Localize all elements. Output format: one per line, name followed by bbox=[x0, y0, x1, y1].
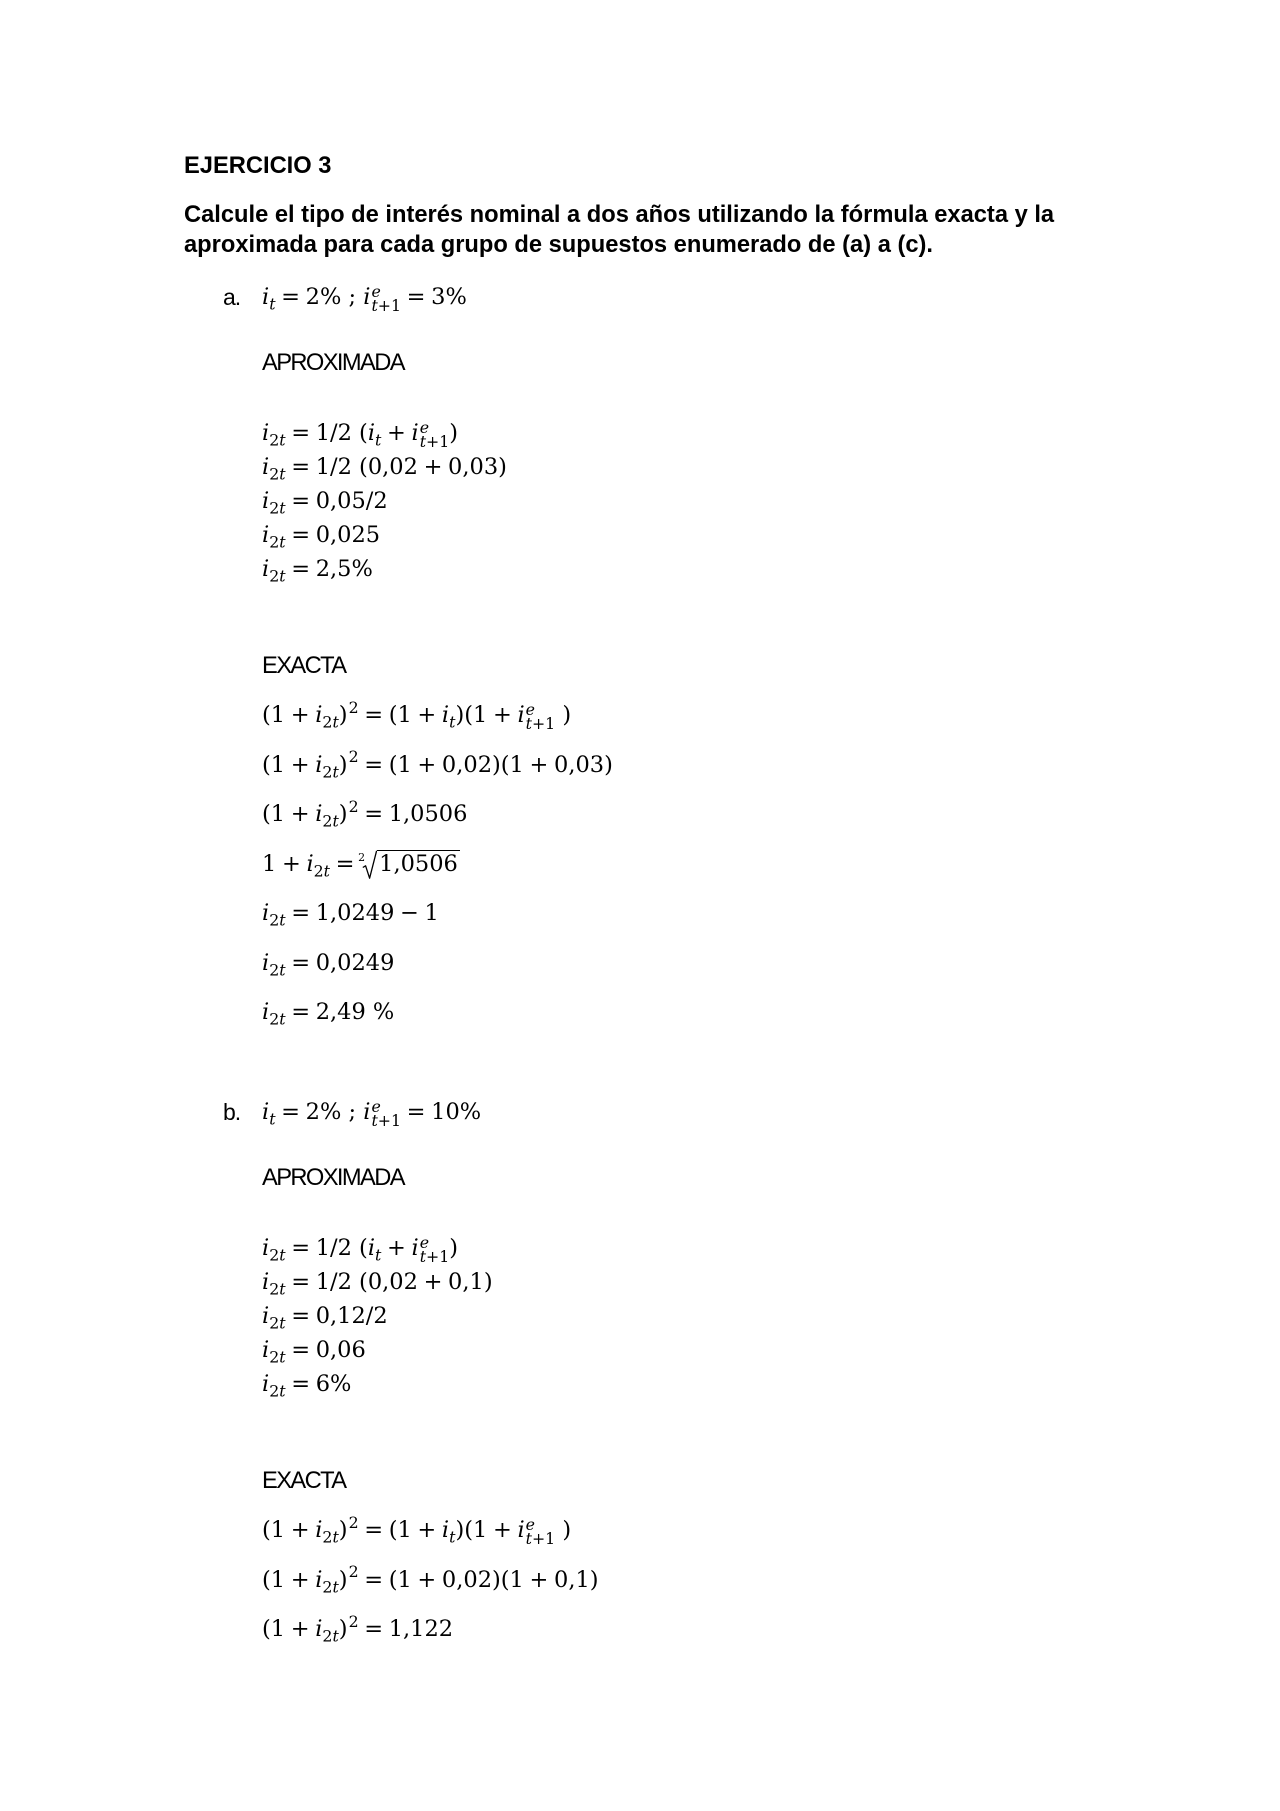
math-letter: t bbox=[279, 1381, 286, 1401]
method-section bbox=[262, 651, 1162, 1038]
method-section bbox=[262, 348, 1162, 586]
math-letter: t bbox=[332, 712, 339, 732]
math-text: (1 bbox=[388, 751, 412, 778]
math-text: 1,0249 bbox=[315, 900, 395, 926]
math-variable: i bbox=[262, 1235, 270, 1261]
math-letter: t bbox=[279, 910, 286, 930]
superscript: 2 bbox=[348, 1611, 359, 1631]
equation-line bbox=[262, 988, 1162, 1038]
math-text: 2,5% bbox=[315, 556, 373, 582]
math-variable: i bbox=[315, 1616, 323, 1642]
math-text: 1/2 (0,02 bbox=[315, 1269, 418, 1295]
sub-superscript bbox=[525, 1514, 556, 1549]
math-variable: i bbox=[262, 522, 270, 548]
math-text: 2,49 % bbox=[315, 999, 395, 1025]
section-title: EXACTA bbox=[262, 653, 346, 679]
radical-sign-icon bbox=[362, 850, 377, 880]
math-letter: t bbox=[279, 566, 286, 586]
math-variable: i bbox=[363, 284, 371, 310]
math-operator: + bbox=[423, 454, 443, 480]
math-letter: t bbox=[449, 712, 456, 732]
equation-line bbox=[262, 1367, 1162, 1401]
math-operator: = bbox=[291, 1235, 311, 1261]
equation-line bbox=[262, 939, 1162, 989]
math-text: 6% bbox=[315, 1371, 352, 1397]
math-text: 0,1) bbox=[554, 1566, 599, 1593]
math-text: 0,025 bbox=[315, 522, 381, 548]
math-text: 0,02)(1 bbox=[441, 751, 524, 778]
math-variable: i bbox=[367, 420, 376, 446]
math-letter: t bbox=[371, 1111, 378, 1131]
part-marker: a. bbox=[223, 284, 241, 310]
math-variable: i bbox=[441, 702, 450, 728]
equation-line bbox=[262, 1605, 1162, 1655]
math-operator: = bbox=[335, 850, 355, 877]
math-variable: i bbox=[315, 1517, 323, 1543]
math-text: 0,1) bbox=[448, 1269, 493, 1295]
math-operator: = bbox=[291, 999, 311, 1025]
math-letter: t bbox=[279, 1009, 286, 1029]
math-text: ) bbox=[338, 1566, 348, 1593]
math-variable: i bbox=[262, 949, 270, 976]
math-variable: i bbox=[262, 488, 270, 514]
math-letter: t bbox=[269, 1109, 276, 1129]
subscript: 2t bbox=[269, 1381, 286, 1401]
math-operator: + bbox=[492, 1517, 512, 1543]
math-text: ) bbox=[555, 702, 572, 728]
subscript: 2t bbox=[269, 1009, 286, 1029]
sub-superscript bbox=[419, 1232, 450, 1267]
math-letter: t bbox=[279, 430, 286, 450]
equation-list bbox=[262, 416, 1162, 586]
math-operator: = bbox=[291, 488, 311, 514]
math-letter: t bbox=[332, 1626, 339, 1646]
math-variable: i bbox=[411, 1235, 419, 1261]
math-text: 2% ; bbox=[305, 284, 364, 310]
math-text: 1,0506 bbox=[388, 801, 468, 827]
method-section bbox=[262, 1466, 1162, 1655]
math-text: )(1 bbox=[455, 1517, 488, 1543]
math-variable: i bbox=[262, 284, 270, 310]
math-operator: + bbox=[417, 1517, 437, 1543]
math-operator: + bbox=[529, 1566, 549, 1593]
math-operator: = bbox=[364, 702, 384, 728]
math-letter: t bbox=[332, 1577, 339, 1596]
given-assumptions bbox=[223, 280, 1162, 316]
section-title: EXACTA bbox=[262, 1468, 346, 1494]
exercise-part bbox=[223, 280, 1162, 1038]
math-text: ) bbox=[338, 801, 348, 827]
math-operator: + bbox=[290, 1517, 310, 1543]
math-operator: = bbox=[406, 284, 426, 310]
math-operator: = bbox=[291, 556, 311, 582]
math-text: 2% ; bbox=[305, 1099, 364, 1125]
math-text: ) bbox=[338, 751, 348, 778]
exercise-prompt bbox=[184, 200, 1054, 260]
math-variable: i bbox=[411, 420, 419, 446]
math-operator: + bbox=[281, 850, 301, 877]
subscript: 2t bbox=[322, 1626, 339, 1646]
math-letter: e bbox=[371, 281, 381, 301]
subscript bbox=[375, 1246, 381, 1265]
subscript: 2t bbox=[269, 464, 286, 484]
math-variable: i bbox=[315, 1566, 323, 1593]
equation-line bbox=[262, 840, 1162, 890]
math-operator: = bbox=[406, 1099, 426, 1125]
math-text: ) bbox=[338, 702, 348, 728]
math-text: (1 bbox=[388, 1566, 412, 1593]
math-letter: t bbox=[332, 762, 339, 781]
math-text: (1 bbox=[262, 1616, 286, 1642]
math-operator: + bbox=[417, 1566, 437, 1593]
math-operator: + bbox=[423, 1269, 443, 1295]
math-text: ) bbox=[338, 1517, 348, 1543]
math-variable: i bbox=[315, 801, 323, 827]
math-text: ) bbox=[338, 1616, 348, 1642]
math-letter: t bbox=[375, 430, 382, 450]
math-letter: e bbox=[371, 1096, 381, 1116]
subscript: 2t bbox=[269, 566, 286, 586]
subscript: t+1 bbox=[371, 1111, 402, 1131]
math-operator: + bbox=[529, 751, 549, 778]
math-operator: − bbox=[400, 900, 419, 926]
math-operator: + bbox=[387, 1235, 406, 1261]
math-variable: i bbox=[262, 1303, 270, 1329]
equation-list bbox=[262, 1231, 1162, 1401]
math-operator: + bbox=[290, 702, 310, 728]
math-letter: e bbox=[419, 1232, 430, 1252]
math-text: (1 bbox=[388, 1517, 412, 1543]
math-text: ) bbox=[555, 1517, 572, 1543]
math-letter: t bbox=[449, 1527, 456, 1547]
math-text: 0,12/2 bbox=[315, 1303, 388, 1329]
math-variable: i bbox=[262, 1099, 270, 1125]
math-variable: i bbox=[306, 850, 314, 877]
math-letter: e bbox=[419, 417, 430, 437]
exercise-part bbox=[223, 1095, 1162, 1655]
math-variable: i bbox=[262, 900, 270, 926]
superscript: 2 bbox=[348, 1512, 359, 1532]
equation-line bbox=[262, 1506, 1162, 1556]
math-letter: t bbox=[323, 861, 331, 880]
math-text: 10% bbox=[431, 1099, 482, 1125]
math-operator: = bbox=[291, 1337, 311, 1363]
math-operator: = bbox=[291, 420, 311, 446]
superscript: 2 bbox=[348, 747, 359, 767]
math-operator: = bbox=[364, 801, 384, 827]
subscript: 2t bbox=[269, 498, 286, 518]
math-operator: + bbox=[290, 1616, 310, 1642]
equation-line bbox=[262, 790, 1162, 840]
math-variable: i bbox=[262, 1371, 270, 1397]
math-letter: t bbox=[525, 714, 532, 734]
math-text: 0,03) bbox=[554, 751, 613, 778]
subscript: 2t bbox=[269, 910, 286, 930]
math-text: ) bbox=[449, 1235, 459, 1261]
math-letter: e bbox=[525, 699, 535, 719]
subscript: 2t bbox=[269, 960, 286, 979]
math-operator: = bbox=[364, 751, 384, 778]
equation-line bbox=[262, 1333, 1162, 1367]
equation-line bbox=[262, 416, 1162, 450]
math-variable: i bbox=[441, 1517, 450, 1543]
math-text: 0,06 bbox=[315, 1337, 366, 1363]
math-letter: e bbox=[525, 1514, 535, 1534]
math-text: (1 bbox=[262, 702, 286, 728]
math-letter: t bbox=[279, 1245, 286, 1265]
math-letter: t bbox=[279, 1347, 286, 1367]
prompt-line: Calcule el tipo de interés nominal a dos años utilizando la fórmula exacta y la bbox=[184, 202, 1055, 228]
math-text: 1/2 ( bbox=[315, 1235, 368, 1261]
root-index: 2 bbox=[358, 850, 366, 864]
math-text: 1 bbox=[262, 850, 277, 877]
math-operator: = bbox=[281, 1099, 301, 1125]
square-root bbox=[360, 850, 460, 878]
math-operator: + bbox=[417, 751, 437, 778]
math-text: (1 bbox=[262, 801, 286, 827]
prompt-line: aproximada para cada grupo de supuestos enumerado de (a) a (c). bbox=[184, 232, 933, 258]
part-marker: b. bbox=[223, 1099, 241, 1125]
math-letter: t bbox=[269, 294, 276, 314]
subscript: 2t bbox=[269, 1347, 286, 1367]
math-text: (1 bbox=[388, 702, 412, 728]
superscript: 2 bbox=[348, 1562, 359, 1582]
math-operator: + bbox=[290, 801, 310, 827]
math-operator: = bbox=[364, 1566, 384, 1593]
math-operator: = bbox=[281, 284, 301, 310]
math-variable: i bbox=[315, 751, 323, 778]
math-text: 0,0249 bbox=[315, 949, 395, 976]
subscript: 2t bbox=[322, 762, 339, 781]
section-title: APROXIMADA bbox=[262, 350, 404, 376]
math-variable: i bbox=[367, 1235, 376, 1261]
math-operator: + bbox=[290, 1566, 310, 1593]
math-letter: t bbox=[525, 1529, 532, 1549]
math-letter: t bbox=[375, 1245, 382, 1265]
superscript: 2 bbox=[348, 697, 359, 717]
subscript bbox=[269, 295, 275, 314]
math-text: 3% bbox=[431, 284, 467, 310]
math-text: (1 bbox=[262, 1517, 286, 1543]
math-variable: i bbox=[363, 1099, 371, 1125]
equation-line bbox=[262, 1299, 1162, 1333]
equation-line bbox=[262, 484, 1162, 518]
math-operator: = bbox=[291, 1269, 311, 1295]
math-text: 0,02)(1 bbox=[441, 1566, 524, 1593]
math-operator: = bbox=[291, 1303, 311, 1329]
subscript: t+1 bbox=[371, 296, 402, 316]
given-assumptions bbox=[223, 1095, 1162, 1131]
math-variable: i bbox=[262, 999, 270, 1025]
subscript: t+1 bbox=[525, 714, 556, 734]
math-operator: + bbox=[417, 702, 437, 728]
subscript: 2t bbox=[269, 1313, 286, 1333]
subscript: 2t bbox=[322, 1527, 339, 1547]
math-text: 1 bbox=[424, 900, 439, 926]
superscript: 2 bbox=[348, 796, 359, 816]
equation-line bbox=[262, 1231, 1162, 1265]
subscript: 2t bbox=[322, 811, 339, 831]
math-letter: t bbox=[279, 1313, 286, 1333]
math-text: 1/2 ( bbox=[315, 420, 368, 446]
equation-line bbox=[262, 1265, 1162, 1299]
math-variable: i bbox=[262, 1269, 270, 1295]
math-letter: t bbox=[419, 432, 427, 452]
equation-line bbox=[262, 889, 1162, 939]
math-letter: t bbox=[332, 1527, 339, 1547]
subscript: 2t bbox=[269, 532, 286, 552]
exercise-heading: EJERCICIO 3 bbox=[184, 153, 332, 179]
math-variable: i bbox=[262, 1337, 270, 1363]
method-section bbox=[262, 1163, 1162, 1401]
sub-superscript bbox=[525, 699, 556, 734]
subscript: 2t bbox=[322, 1577, 339, 1596]
subscript: t+1 bbox=[419, 432, 450, 452]
math-text: ) bbox=[449, 420, 459, 446]
equation-line bbox=[262, 741, 1162, 791]
math-letter: t bbox=[279, 464, 286, 484]
math-text: (1 bbox=[262, 751, 286, 778]
equation-line bbox=[262, 691, 1162, 741]
math-variable: i bbox=[262, 556, 270, 582]
radicand: 1,0506 bbox=[379, 850, 458, 877]
sub-superscript bbox=[371, 281, 402, 316]
subscript: 2t bbox=[322, 712, 339, 732]
math-letter: t bbox=[279, 960, 286, 979]
equation-list bbox=[262, 691, 1162, 1038]
math-text: 1,122 bbox=[388, 1616, 454, 1642]
sub-superscript bbox=[371, 1096, 402, 1131]
math-operator: + bbox=[387, 420, 406, 446]
section-title: APROXIMADA bbox=[262, 1165, 404, 1191]
math-variable: i bbox=[315, 702, 323, 728]
math-text: 0,03) bbox=[448, 454, 507, 480]
subscript: 2t bbox=[269, 430, 286, 450]
math-operator: = bbox=[364, 1616, 384, 1642]
equation-line bbox=[262, 450, 1162, 484]
math-variable: i bbox=[517, 1517, 525, 1543]
subscript bbox=[375, 431, 381, 450]
math-letter: t bbox=[419, 1247, 427, 1267]
subscript: t+1 bbox=[525, 1529, 556, 1549]
math-text: 1/2 (0,02 bbox=[315, 454, 418, 480]
equation-line bbox=[262, 518, 1162, 552]
math-operator: = bbox=[291, 1371, 311, 1397]
equation-line bbox=[262, 552, 1162, 586]
math-letter: t bbox=[279, 532, 286, 552]
math-letter: t bbox=[279, 498, 286, 518]
subscript bbox=[269, 1110, 275, 1129]
subscript: 2t bbox=[269, 1279, 286, 1299]
subscript: t+1 bbox=[419, 1247, 450, 1267]
math-operator: = bbox=[291, 900, 311, 926]
math-text: (1 bbox=[262, 1566, 286, 1593]
math-operator: = bbox=[291, 454, 311, 480]
sub-superscript bbox=[419, 417, 450, 452]
equation-list bbox=[262, 1506, 1162, 1655]
math-operator: + bbox=[290, 751, 310, 778]
math-variable: i bbox=[517, 702, 525, 728]
math-text: )(1 bbox=[455, 702, 488, 728]
subscript: 2t bbox=[313, 861, 331, 880]
math-letter: t bbox=[279, 1279, 286, 1299]
subscript: 2t bbox=[269, 1245, 286, 1265]
math-letter: t bbox=[371, 296, 378, 316]
math-text: 0,05/2 bbox=[315, 488, 388, 514]
math-operator: + bbox=[492, 702, 512, 728]
equation-line bbox=[262, 1556, 1162, 1606]
math-variable: i bbox=[262, 420, 270, 446]
math-operator: = bbox=[291, 949, 311, 976]
math-operator: = bbox=[291, 522, 311, 548]
math-letter: t bbox=[332, 811, 339, 831]
math-variable: i bbox=[262, 454, 270, 480]
math-operator: = bbox=[364, 1517, 384, 1543]
